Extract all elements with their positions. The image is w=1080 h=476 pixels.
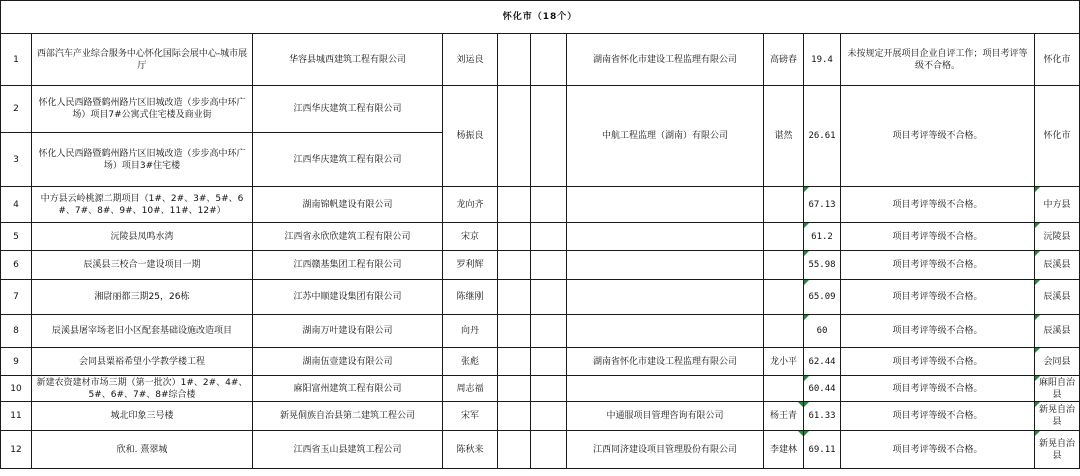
area (1035, 348, 1080, 376)
evaluation-result: 项目考评等级不合格。 (841, 402, 1035, 431)
score-value: 60.44 (808, 383, 836, 394)
row-index: 5 (1, 223, 32, 251)
blank-cell (531, 187, 567, 223)
supervision-company: 中航工程监理（湖南）有限公司 (567, 86, 764, 187)
area (1035, 223, 1080, 251)
title-row (1, 1, 1080, 34)
project-manager: 宋军 (443, 402, 498, 431)
supervision-company (567, 280, 764, 315)
area-value: 新晃自治县 (1039, 405, 1076, 427)
project-name: 怀化人民西路暨鹤州路片区旧城改造（步步高中环广场）项目3#住宅楼 (32, 133, 253, 187)
score-value: 60 (816, 326, 828, 336)
chief-supervisor (764, 315, 804, 348)
row-index: 1 (1, 34, 32, 86)
table-row (1, 223, 1080, 251)
note-marker-icon (1035, 348, 1040, 353)
construction-company: 江苏中顺建设集团有限公司 (253, 280, 443, 315)
supervision-company (567, 251, 764, 280)
blank-cell (531, 315, 567, 348)
supervision-company: 江西同济建设项目管理股份有限公司 (567, 431, 764, 469)
row-index: 10 (1, 376, 32, 402)
area: 怀化市 (1035, 34, 1080, 86)
score: 19.4 (804, 34, 841, 86)
blank-cell (531, 280, 567, 315)
blank-cell (531, 376, 567, 402)
project-name: 辰溪县三校合一建设项目一期 (32, 251, 253, 280)
score: 62.44 (804, 348, 841, 376)
blank-cell (498, 223, 531, 251)
blank-cell (498, 402, 531, 431)
table-row (1, 431, 1080, 469)
note-marker-icon (1035, 280, 1040, 285)
table-row (1, 280, 1080, 315)
chief-supervisor (764, 251, 804, 280)
area-value: 辰溪县 (1043, 260, 1071, 270)
project-name: 新建农资建材市场三期（第一批次）1#、2#、4#、5#、6#、7#、8#综合楼 (32, 376, 253, 402)
chief-supervisor (764, 376, 804, 402)
blank-cell (498, 280, 531, 315)
chief-supervisor: 谌然 (764, 86, 804, 187)
blank-cell (498, 431, 531, 469)
row-index: 6 (1, 251, 32, 280)
evaluation-result: 项目考评等级不合格。 (841, 86, 1035, 187)
blank-cell (531, 86, 567, 187)
blank-cell (531, 431, 567, 469)
row-index: 12 (1, 431, 32, 469)
project-name: 湘尉丽都三期25，26栋 (32, 280, 253, 315)
area-value: 新晃自治县 (1039, 438, 1076, 461)
blank-cell (531, 251, 567, 280)
project-name: 中方县云岭桃源二期项目（1#、2#、3#、5#、6#、7#、8#、9#、10#、11#、12#） (32, 187, 253, 223)
blank-cell (531, 348, 567, 376)
table-row (1, 34, 1080, 86)
area (1035, 280, 1080, 315)
supervision-company: 湖南省怀化市建设工程监理有限公司 (567, 34, 764, 86)
area-value: 沅陵县 (1043, 231, 1071, 242)
note-marker-icon (1035, 402, 1040, 407)
score (804, 376, 841, 402)
project-manager: 向丹 (443, 315, 498, 348)
construction-company: 江西省玉山县建筑工程公司 (253, 431, 443, 469)
score (804, 223, 841, 251)
sheet-title: 怀化市（18个） (1, 1, 1080, 34)
chief-supervisor: 龙小平 (764, 348, 804, 376)
blank-cell (498, 348, 531, 376)
note-marker-icon (804, 315, 809, 320)
blank-cell (498, 376, 531, 402)
construction-company: 华容县城西建筑工程有限公司 (253, 34, 443, 86)
area-value: 中方县 (1043, 199, 1071, 210)
blank-cell (531, 34, 567, 86)
supervision-company: 中通服项目管理咨询有限公司 (567, 402, 764, 431)
chief-value: 李建林 (769, 444, 797, 455)
note-marker-icon (804, 402, 809, 407)
evaluation-result: 项目考评等级不合格。 (841, 251, 1035, 280)
score-value: 55.98 (808, 260, 836, 270)
note-marker-icon (804, 251, 809, 256)
chief-supervisor (764, 187, 804, 223)
note-marker-icon (804, 431, 809, 436)
supervision-company (567, 223, 764, 251)
blank-cell (498, 34, 531, 86)
construction-company: 江西赣基集团工程有限公司 (253, 251, 443, 280)
project-name: 怀化人民西路暨鹤州路片区旧城改造（步步高中环广场）项目7#公寓式住宅楼及商业街 (32, 86, 253, 133)
construction-company: 江西华庆建筑工程有限公司 (253, 133, 443, 187)
project-name: 沅陵县凤鸣水湾 (32, 223, 253, 251)
score-value: 65.09 (808, 292, 836, 302)
area (1035, 187, 1080, 223)
blank-cell (498, 187, 531, 223)
construction-company: 湖南锦帆建设有限公司 (253, 187, 443, 223)
construction-company: 麻阳富州建筑工程有限公司 (253, 376, 443, 402)
table-row (1, 251, 1080, 280)
evaluation-result: 项目考评等级不合格。 (841, 315, 1035, 348)
note-marker-icon (798, 431, 803, 436)
area-value: 麻阳自治县 (1039, 377, 1076, 400)
evaluation-result: 项目考评等级不合格。 (841, 431, 1035, 469)
project-manager: 张彪 (443, 348, 498, 376)
blank-cell (531, 402, 567, 431)
chief-supervisor (764, 402, 804, 431)
project-name: 欣和. 熹翠城 (32, 431, 253, 469)
construction-company: 湖南万叶建设有限公司 (253, 315, 443, 348)
score (804, 280, 841, 315)
score-value: 67.13 (808, 199, 836, 210)
score-value: 61.2 (811, 231, 833, 242)
evaluation-result: 项目考评等级不合格。 (841, 348, 1035, 376)
row-index: 2 (1, 86, 32, 133)
area: 怀化市 (1035, 86, 1080, 187)
row-index: 11 (1, 402, 32, 431)
score (804, 251, 841, 280)
note-marker-icon (798, 402, 803, 407)
score (804, 431, 841, 469)
area-value: 会同县 (1043, 356, 1071, 367)
project-manager: 罗利辉 (443, 251, 498, 280)
table-row (1, 402, 1080, 431)
project-manager: 杨振良 (443, 86, 498, 187)
area-value: 辰溪县 (1043, 292, 1071, 302)
blank-cell (498, 86, 531, 187)
score: 26.61 (804, 86, 841, 187)
row-index: 3 (1, 133, 32, 187)
supervision-company (567, 315, 764, 348)
chief-value: 杨王青 (769, 411, 797, 421)
note-marker-icon (1035, 223, 1040, 228)
row-index: 9 (1, 348, 32, 376)
chief-supervisor (764, 431, 804, 469)
note-marker-icon (804, 223, 809, 228)
note-marker-icon (1035, 187, 1040, 192)
supervision-company (567, 376, 764, 402)
score-value: 69.11 (808, 444, 836, 455)
construction-company: 江西华庆建筑工程有限公司 (253, 86, 443, 133)
chief-supervisor (764, 280, 804, 315)
note-marker-icon (1035, 431, 1040, 436)
row-index: 4 (1, 187, 32, 223)
chief-supervisor (764, 223, 804, 251)
chief-supervisor: 高磅春 (764, 34, 804, 86)
table-row (1, 315, 1080, 348)
note-marker-icon (1035, 315, 1040, 320)
score (804, 315, 841, 348)
blank-cell (498, 251, 531, 280)
supervision-company (567, 187, 764, 223)
project-manager: 宋京 (443, 223, 498, 251)
row-index: 8 (1, 315, 32, 348)
area (1035, 431, 1080, 469)
construction-company: 湖南伍壹建设有限公司 (253, 348, 443, 376)
evaluation-result: 项目考评等级不合格。 (841, 187, 1035, 223)
construction-company: 江西省永欣欣建筑工程有限公司 (253, 223, 443, 251)
project-name: 西部汽车产业综合服务中心怀化国际会展中心-城市展厅 (32, 34, 253, 86)
table-row (1, 187, 1080, 223)
note-marker-icon (804, 280, 809, 285)
score-value: 61.33 (808, 411, 836, 421)
area (1035, 315, 1080, 348)
evaluation-result: 项目考评等级不合格。 (841, 223, 1035, 251)
project-manager: 周志福 (443, 376, 498, 402)
evaluation-result: 项目考评等级不合格。 (841, 280, 1035, 315)
area (1035, 402, 1080, 431)
project-manager: 龙向齐 (443, 187, 498, 223)
table-row (1, 86, 1080, 133)
project-manager: 陈继刚 (443, 280, 498, 315)
supervision-company: 湖南省怀化市建设工程监理有限公司 (567, 348, 764, 376)
blank-cell (498, 315, 531, 348)
area (1035, 376, 1080, 402)
note-marker-icon (804, 376, 809, 381)
table-row (1, 376, 1080, 402)
area (1035, 251, 1080, 280)
evaluation-result: 未按规定开展项目企业自评工作；项目考评等级不合格。 (841, 34, 1035, 86)
project-name: 城北印象三号楼 (32, 402, 253, 431)
evaluation-result: 项目考评等级不合格。 (841, 376, 1035, 402)
project-name: 辰溪县屠宰场老旧小区配套基础设施改造项目 (32, 315, 253, 348)
area-value: 辰溪县 (1043, 326, 1071, 336)
project-manager: 陈秋来 (443, 431, 498, 469)
construction-company: 新晃侗族自治县第二建筑工程公司 (253, 402, 443, 431)
project-name: 会同县粟裕希望小学教学楼工程 (32, 348, 253, 376)
row-index: 7 (1, 280, 32, 315)
project-manager: 刘运良 (443, 34, 498, 86)
score (804, 402, 841, 431)
note-marker-icon (804, 187, 809, 192)
score (804, 187, 841, 223)
note-marker-icon (1035, 376, 1040, 381)
blank-cell (531, 223, 567, 251)
note-marker-icon (1035, 251, 1040, 256)
table-row (1, 348, 1080, 376)
